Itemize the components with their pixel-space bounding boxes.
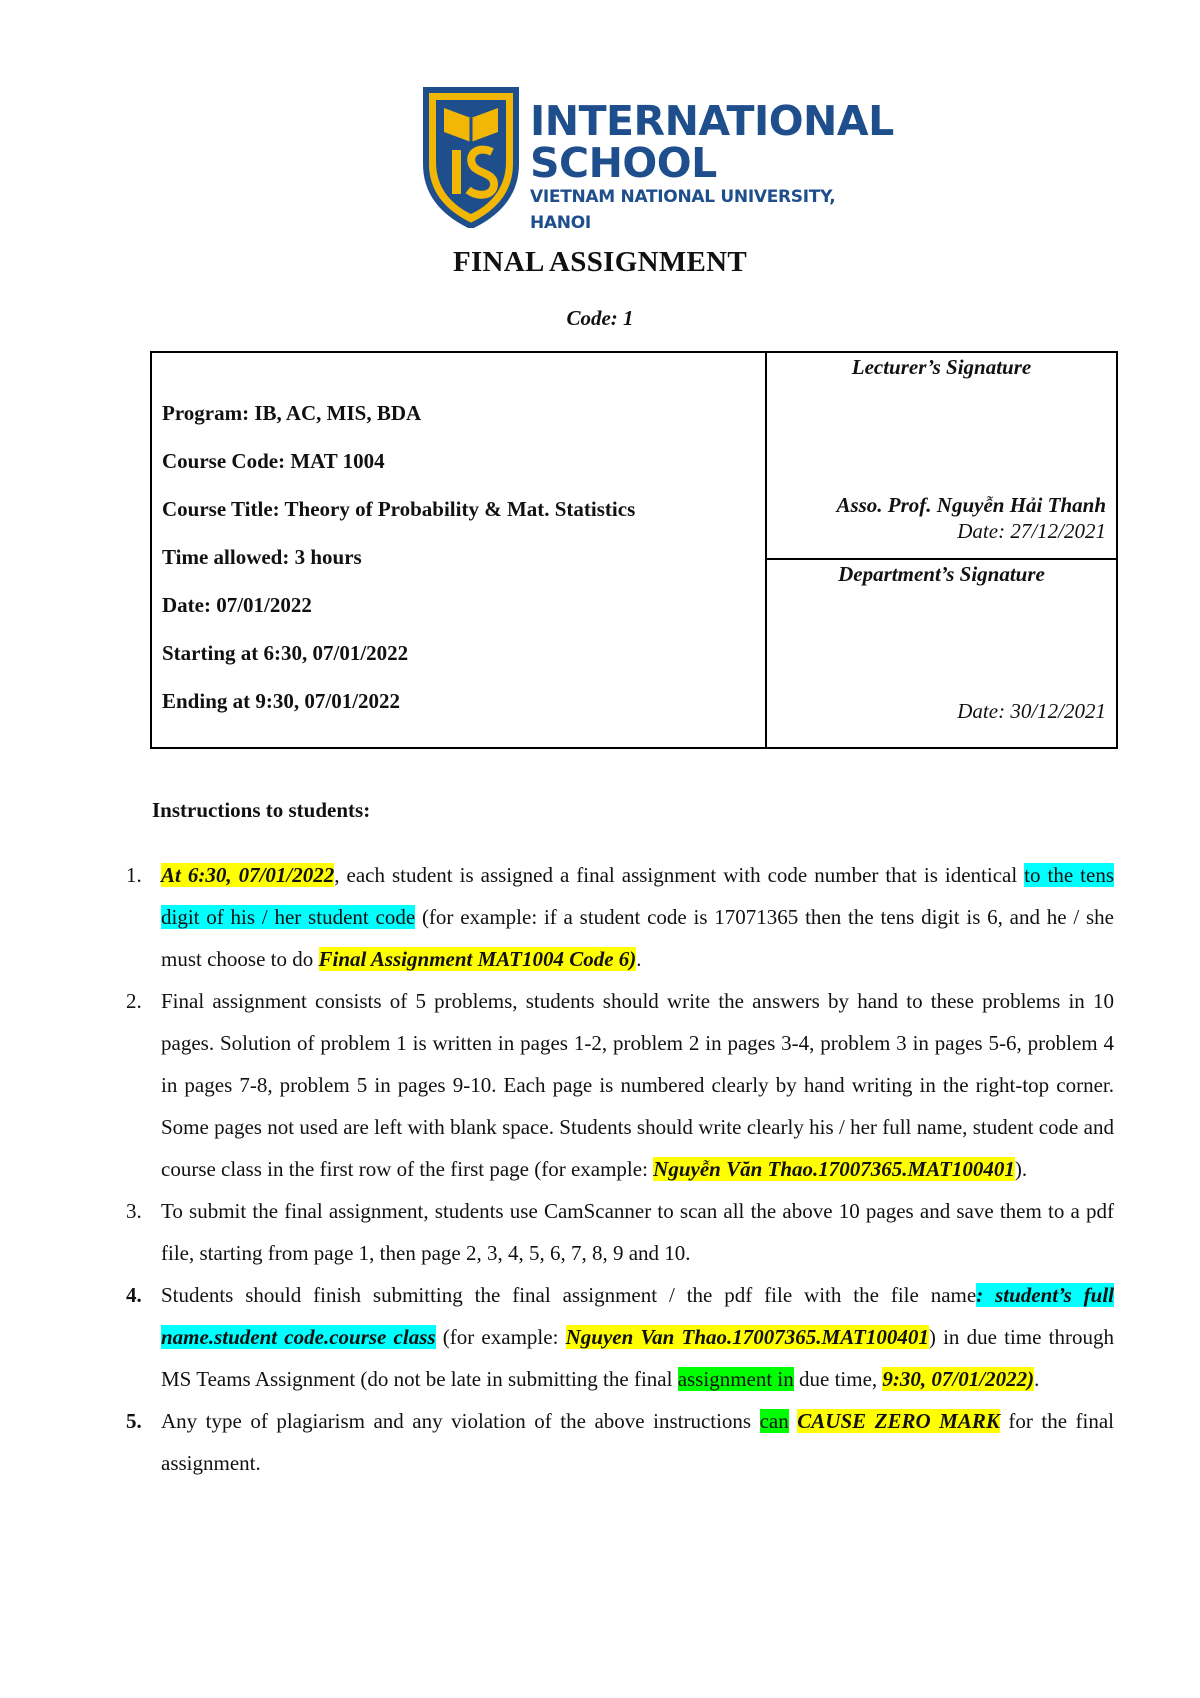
ending-row: Ending at 9:30, 07/01/2022 xyxy=(162,689,401,713)
item-text: Any type of plagiarism and any violation of the above instructions xyxy=(161,1409,760,1433)
item-text: (for example: if a student code is 17071365 then the tens digit is 6, and he / she must choose to do xyxy=(161,905,1114,971)
time-allowed-row: Time allowed: 3 hours xyxy=(162,545,362,569)
instructions-heading: Instructions to students: xyxy=(152,798,371,822)
item-text: due time, xyxy=(793,1367,883,1391)
starting-row: Starting at 6:30, 07/01/2022 xyxy=(162,641,409,665)
highlight-zero-mark: CAUSE ZERO MARK xyxy=(797,1409,1000,1433)
logo-line-3: VIETNAM NATIONAL UNIVERSITY, HANOI xyxy=(530,187,836,233)
instruction-item-3 xyxy=(118,1190,1114,1274)
highlight-file-name-format: : student’s full name.student code.course class xyxy=(161,1283,1114,1349)
item-text: . xyxy=(1034,1367,1040,1391)
item-text: for the final assignment. xyxy=(161,1409,1115,1475)
document-title: FINAL ASSIGNMENT xyxy=(452,246,748,278)
item-number: 5. xyxy=(126,1409,142,1433)
item-text: ) in due time through MS Teams Assignment (do not be late in submitting the final xyxy=(161,1325,1114,1391)
item-text: , each student is assigned a final assignment with code number that is identical xyxy=(334,863,1025,887)
course-code-row: Course Code: MAT 1004 xyxy=(162,449,385,473)
course-info-table xyxy=(150,351,1118,749)
item-number: 2. xyxy=(126,989,142,1013)
instructions-list xyxy=(118,854,1114,1484)
course-details xyxy=(162,401,635,737)
highlight-assignment-in: assignment in xyxy=(677,1367,794,1391)
instruction-item-5 xyxy=(118,1400,1114,1484)
instruction-item-1 xyxy=(118,854,1114,980)
lecturer-signature-date: Date: 27/12/2021 xyxy=(957,519,1106,543)
table-divider-horizontal xyxy=(767,558,1116,560)
program-row: Program: IB, AC, MIS, BDA xyxy=(162,401,422,425)
highlight-example-name: Nguyễn Văn Thao.17007365.MAT100401 xyxy=(653,1157,1015,1181)
highlight-start-time: At 6:30, 07/01/2022 xyxy=(161,863,335,887)
item-text: ). xyxy=(1014,1157,1028,1181)
item-number: 1. xyxy=(126,863,142,887)
assignment-code: Code: 1 xyxy=(566,306,634,330)
instruction-item-4 xyxy=(118,1274,1114,1400)
department-signature-label: Department’s Signature xyxy=(838,562,1045,586)
table-divider-vertical xyxy=(765,353,767,747)
shield-crest-icon xyxy=(422,86,520,228)
item-number: 3. xyxy=(126,1199,142,1223)
department-signature-date: Date: 30/12/2021 xyxy=(957,699,1106,723)
highlight-example-code: Final Assignment MAT1004 Code 6) xyxy=(318,947,637,971)
highlight-end-time: 9:30, 07/01/2022) xyxy=(882,1367,1035,1391)
school-logo xyxy=(422,86,894,233)
item-number: 4. xyxy=(126,1283,142,1307)
item-text: (for example: xyxy=(435,1325,566,1349)
lecturer-name: Asso. Prof. Nguyễn Hải Thanh xyxy=(836,493,1106,517)
course-title-row: Course Title: Theory of Probability & Mat. Statistics xyxy=(162,497,636,521)
logo-line-1: INTERNATIONAL xyxy=(530,97,894,145)
lecturer-signature-label: Lecturer’s Signature xyxy=(851,355,1032,379)
item-text: Final assignment consists of 5 problems, students should write the answers by hand to these problems in 10 pages. Solution of problem 1 is written in pages 1-2, problem 2 in pages 3-4, problem 3 in pages 5-6, problem 4 in pages 7-8, problem 5 in pages 9-10. Each page is numbered clearly by hand writing in the right-top corner. Some pages not used are left with blank space. Students should write clearly his / her full name, student code and course class in the first row of the first page (for example: xyxy=(161,989,1114,1181)
highlight-example-file-name: Nguyen Van Thao.17007365.MAT100401 xyxy=(565,1325,929,1349)
item-text: . xyxy=(636,947,642,971)
logo-wordmark xyxy=(530,97,894,236)
highlight-can: can xyxy=(759,1409,789,1433)
instruction-item-2 xyxy=(118,980,1114,1190)
item-text xyxy=(789,1409,798,1433)
highlight-tens-digit: to the tens digit of his / her student code xyxy=(161,863,1114,929)
logo-line-2: SCHOOL xyxy=(530,139,717,187)
item-text: To submit the final assignment, students use CamScanner to scan all the above 10 pages and save them to a pdf file, starting from page 1, then page 2, 3, 4, 5, 6, 7, 8, 9 and 10. xyxy=(161,1199,1114,1265)
item-text: Students should finish submitting the final assignment / the pdf file with the file name xyxy=(161,1283,977,1307)
date-row: Date: 07/01/2022 xyxy=(162,593,312,617)
